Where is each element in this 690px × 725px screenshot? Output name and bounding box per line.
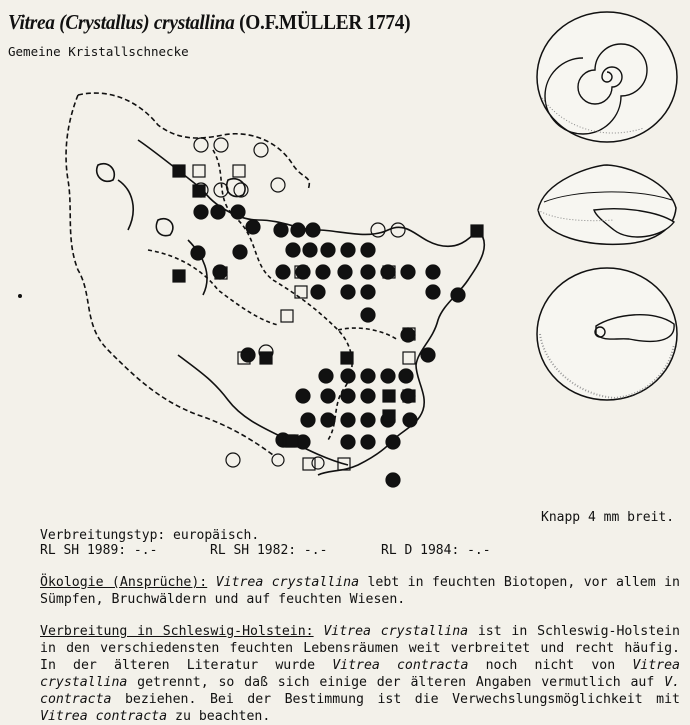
common-name: Gemeine Kristallschnecke (8, 44, 189, 59)
shell-top-view (534, 8, 680, 146)
redlist-sh-1982: RL SH 1982: -.- (210, 543, 328, 558)
margin-dot (18, 294, 22, 298)
shell-bottom-view (534, 264, 680, 404)
map-markers (173, 138, 483, 487)
distribution-type: Verbreitungstyp: europäisch. (40, 528, 260, 543)
shell-side-view (534, 160, 680, 250)
map-coastline-west (66, 95, 273, 455)
page-title: Vitrea (Crystallus) crystallina (O.F.MÜLLER 1774) (8, 10, 411, 34)
distribution-paragraph: Verbreitung in Schleswig-Holstein: Vitrea crystallina ist in Schleswig-Holstein in den verschiedensten feuchten Lebensräumen weit verbreitet und recht häufig. In der älteren Literatur wurde Vitrea contracta noch nicht von Vitrea crystallina getrennt, so daß sich einige der älteren Angaben vermutlich auf V. contracta beziehen. Bei der Bestimmung ist die Verwechslungsmöglichkeit mit Vitrea contracta zu beachten. (40, 624, 680, 724)
redlist-d-1984: RL D 1984: -.- (381, 543, 491, 558)
ecology-paragraph: Ökologie (Ansprüche): Vitrea crystallina lebt in feuchten Biotopen, vor allem in Sümpfen, Bruchwäldern und auf feuchten Wiesen. (40, 575, 680, 607)
distribution-map (38, 80, 538, 500)
size-note: Knapp 4 mm breit. (541, 510, 675, 525)
map-border-north (78, 93, 309, 190)
redlist-sh-1989: RL SH 1989: -.- (40, 543, 158, 558)
